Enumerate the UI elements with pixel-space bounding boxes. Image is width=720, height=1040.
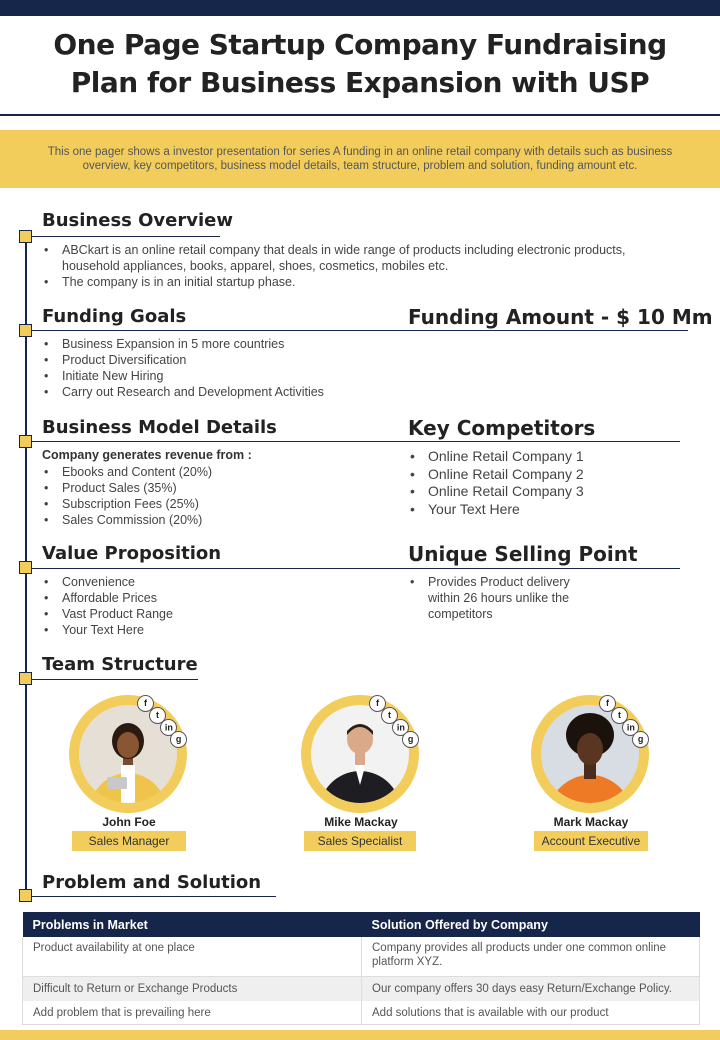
google-icon[interactable]: g [628,727,652,751]
page-title [0,26,720,102]
timeline-marker [19,230,32,243]
list-item: • Your Text Here [408,501,678,519]
linkedin-icon[interactable]: in [618,715,642,739]
section-divider [32,896,276,897]
problem-solution-table [22,912,700,1025]
list-item: • Online Retail Company 2 [408,466,678,484]
member-role: Sales Manager [72,831,186,851]
list-item: • The company is in an initial startup phase. [42,274,692,290]
member-role: Sales Specialist [304,831,416,851]
list-item: • Your Text Here [42,622,342,638]
solution-cell [362,937,700,976]
funding-goals-list [42,336,382,400]
title-line-2: Plan for Business Expansion with USP [70,66,650,99]
list-item: • Affordable Prices [42,590,342,606]
key-competitors-list [408,448,678,518]
column-header: Problems in Market [23,912,362,937]
avatar [69,695,187,813]
timeline-marker [19,324,32,337]
google-icon[interactable]: g [398,727,422,751]
list-item: • Product Diversification [42,352,382,368]
usp-line-1: Provides Product delivery [428,575,570,589]
table-row [23,1001,700,1025]
usp-title: Unique Selling Point [408,542,638,566]
timeline-marker [19,889,32,902]
linkedin-icon[interactable]: in [156,715,180,739]
usp-line-2: within 26 hours unlike the [428,591,570,605]
title-line-1: One Page Startup Company Fundraising [53,28,667,61]
bottom-bar [0,1030,720,1040]
usp-list [408,574,678,622]
overview-bullet-1-line-2: household appliances, books, apparel, shoes, cosmetics, mobiles etc. [62,259,449,273]
banner-line-2: overview, key competitors, business model details, team structure, problem and solution, funding amount etc. [82,160,638,172]
problem-cell: Difficult to Return or Exchange Products [23,976,362,1001]
solution-cell: Add solutions that is available with our product [362,1001,700,1025]
section-divider [32,330,688,331]
list-item: • Ebooks and Content (20%) [42,464,342,480]
list-item: • Convenience [42,574,342,590]
avatar [301,695,419,813]
revenue-heading: Company generates revenue from : [42,448,252,462]
member-role: Account Executive [534,831,648,851]
list-item: • Business Expansion in 5 more countries [42,336,382,352]
column-header: Solution Offered by Company [362,912,700,937]
list-item: • Vast Product Range [42,606,342,622]
table-row [23,976,700,1001]
team-structure-title: Team Structure [42,654,198,675]
linkedin-icon[interactable]: in [388,715,412,739]
top-bar [0,0,720,16]
timeline-marker [19,672,32,685]
problem-solution-title: Problem and Solution [42,872,262,893]
list-item [42,242,692,274]
problem-cell: Product availability at one place [23,937,362,976]
banner-line-1: This one pager shows a investor presentation for series A funding in an online retail company with details such as business [47,146,673,158]
list-item: • Subscription Fees (25%) [42,496,342,512]
table-header-row [23,912,700,937]
table-row [23,937,700,976]
facebook-icon[interactable]: f [133,691,157,715]
funding-amount: Funding Amount - $ 10 Mm [408,305,713,329]
funding-goals-title: Funding Goals [42,306,187,327]
value-proposition-title: Value Proposition [42,543,222,564]
section-divider [32,236,220,237]
list-item [408,574,678,622]
timeline-marker [19,561,32,574]
section-divider [32,679,198,680]
business-overview-title: Business Overview [42,210,233,231]
business-model-list [42,464,342,528]
business-model-title: Business Model Details [42,417,277,438]
list-item: • Online Retail Company 1 [408,448,678,466]
value-proposition-list [42,574,342,638]
member-name: Mike Mackay [324,815,398,829]
business-overview-list [42,242,692,290]
solution-cell: Our company offers 30 days easy Return/Exchange Policy. [362,976,700,1001]
list-item: • Initiate New Hiring [42,368,382,384]
problem-cell: Add problem that is prevailing here [23,1001,362,1025]
list-item: • Online Retail Company 3 [408,483,678,501]
list-item: • Carry out Research and Development Activities [42,384,382,400]
solution-line: Company provides all products under one common online [372,942,667,954]
facebook-icon[interactable]: f [365,691,389,715]
section-divider [32,441,680,442]
list-item: • Product Sales (35%) [42,480,342,496]
section-divider [32,568,680,569]
facebook-icon[interactable]: f [595,691,619,715]
avatar [531,695,649,813]
overview-bullet-1-line-1: ABCkart is an online retail company that deals in wide range of products including electronic products, [62,243,626,257]
solution-line: platform XYZ. [372,956,443,968]
google-icon[interactable]: g [166,727,190,751]
twitter-icon[interactable]: t [607,703,631,727]
timeline-marker [19,435,32,448]
member-name: John Foe [102,815,156,829]
twitter-icon[interactable]: t [145,703,169,727]
list-item: • Sales Commission (20%) [42,512,342,528]
description-banner [0,130,720,188]
usp-line-3: competitors [428,607,493,621]
title-divider [0,114,720,116]
twitter-icon[interactable]: t [377,703,401,727]
key-competitors-title: Key Competitors [408,416,596,440]
member-name: Mark Mackay [553,815,629,829]
